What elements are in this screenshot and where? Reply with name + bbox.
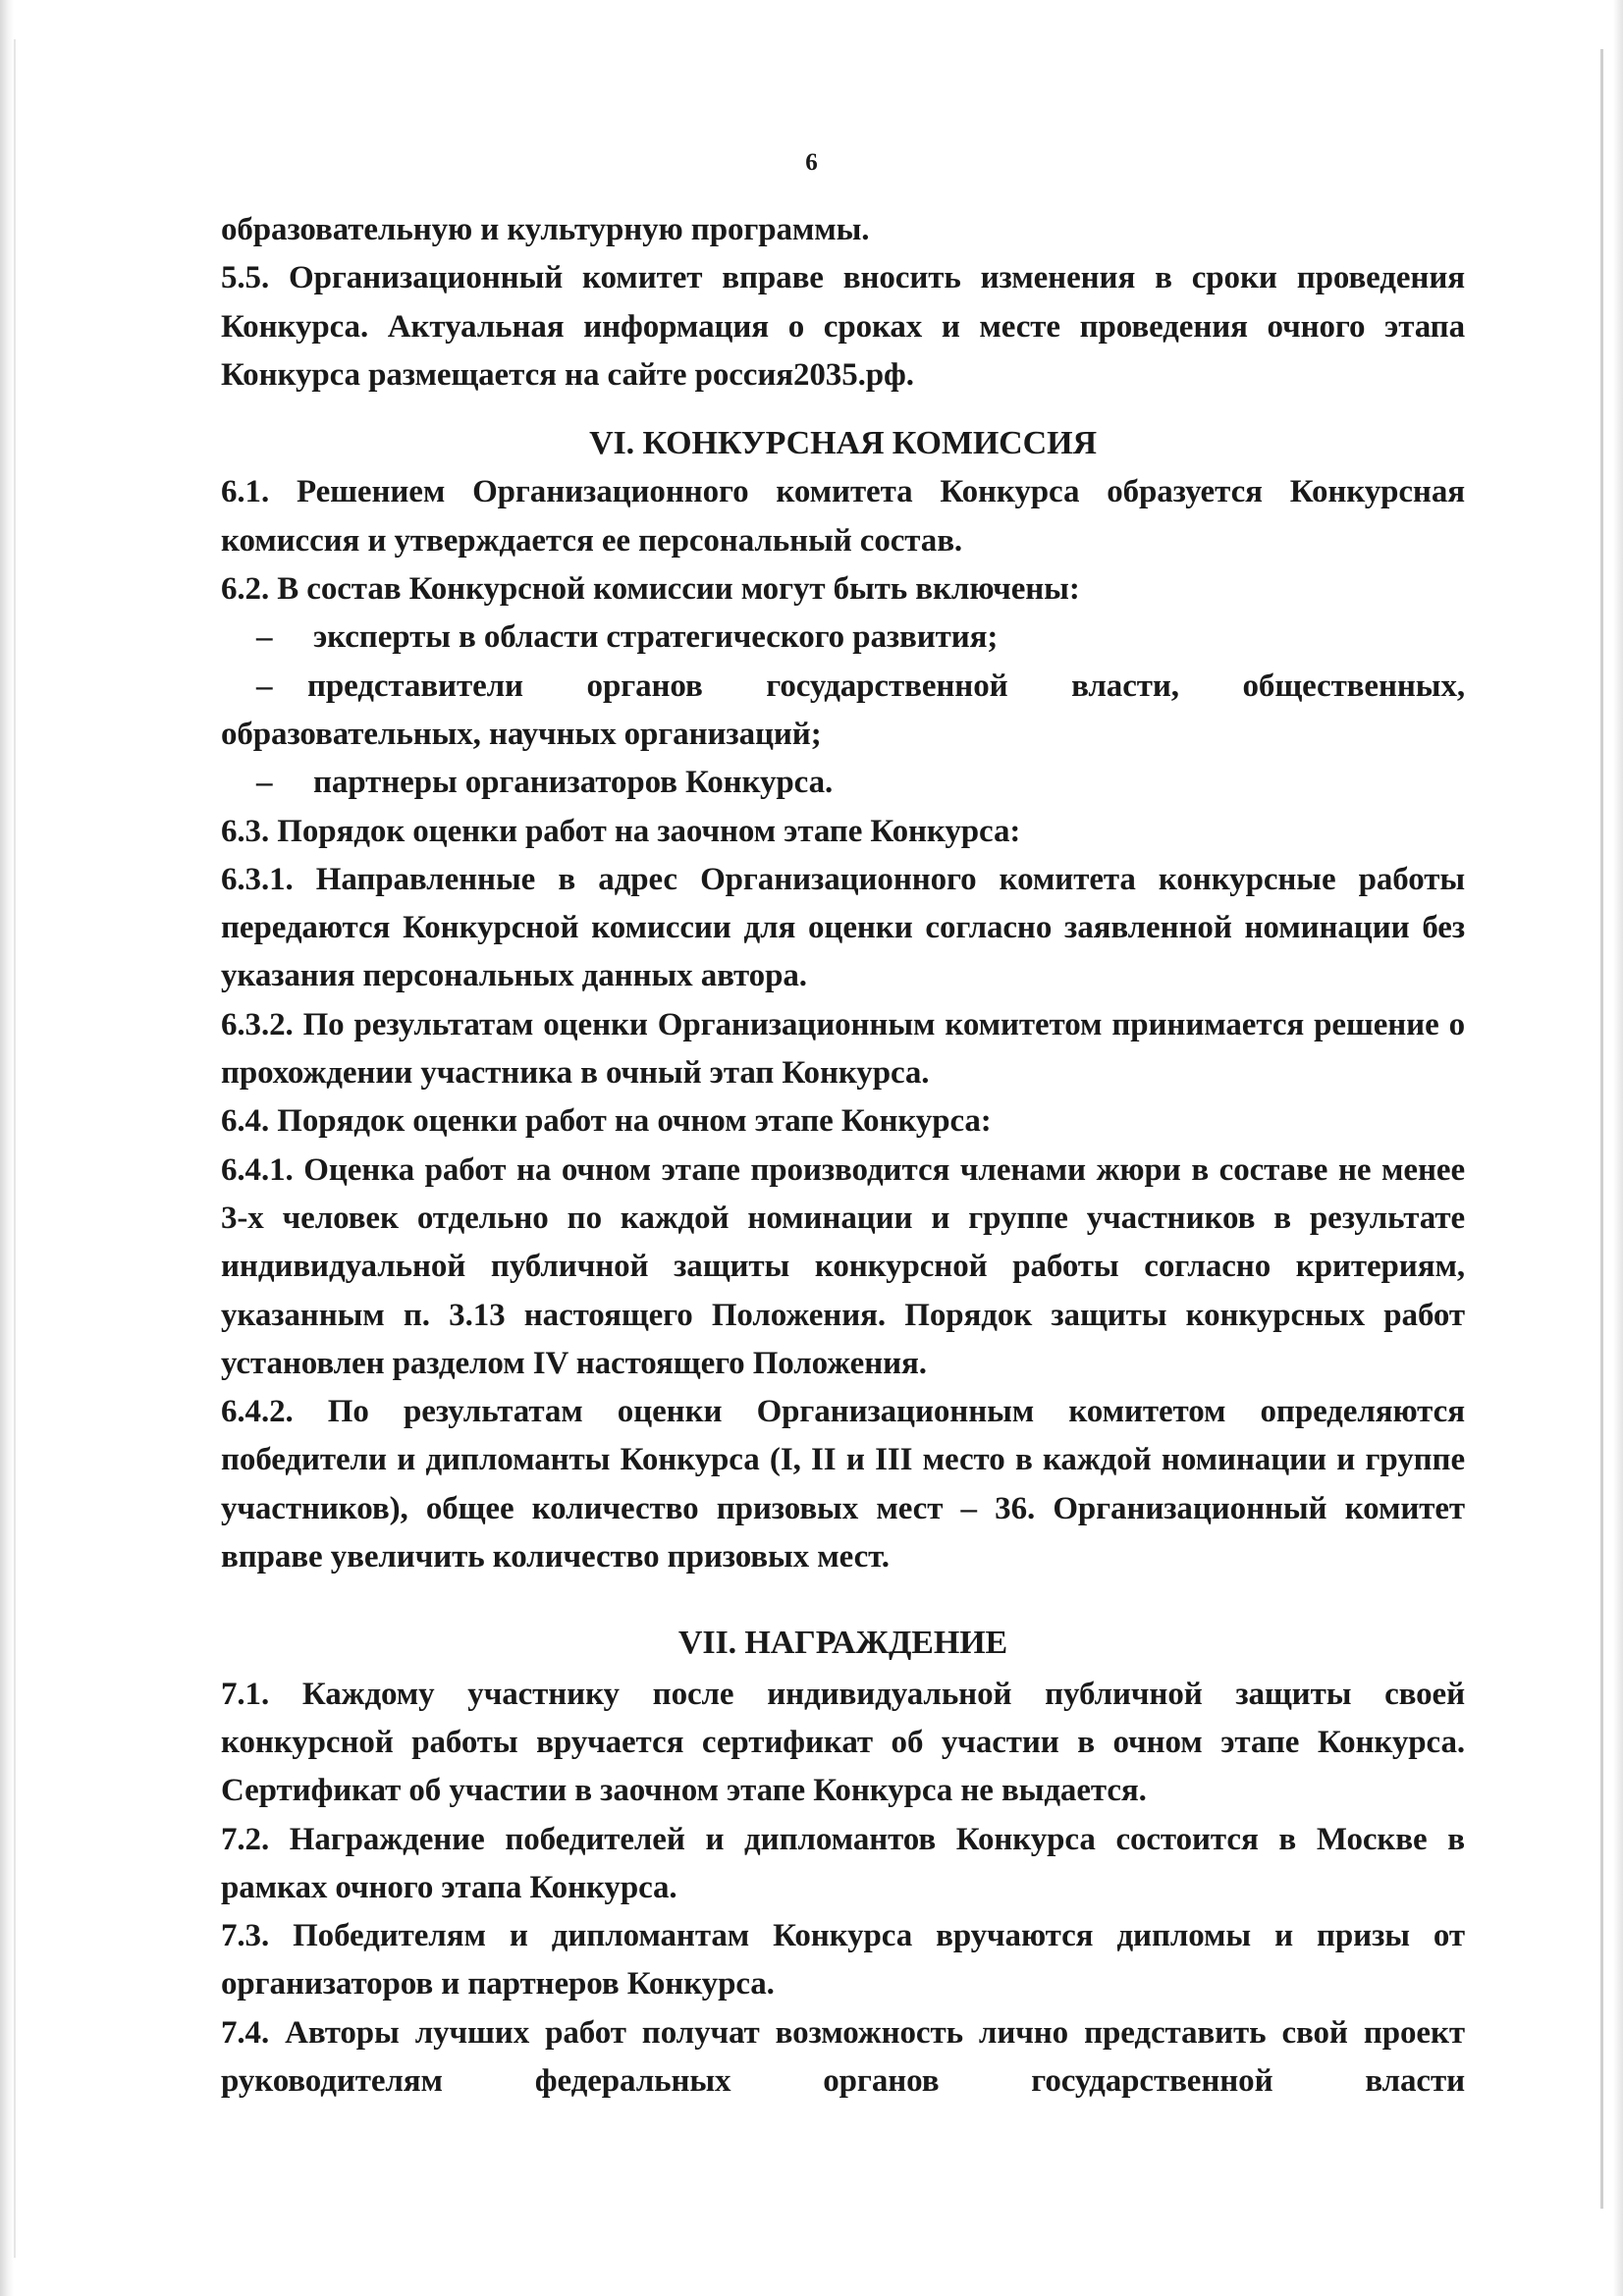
paragraph-6-4-1: 6.4.1. Оценка работ на очном этапе производится членами жюри в составе не менее 3-х человек отдельно по каждой номинации и группе участников в результате индивидуальной публичной защиты конкурсной работы согласно критериям, указанным п. 3.13 настоящего Положения. Порядок защиты конкурсных работ установлен разделом IV настоящего Положения. (221, 1151, 1465, 1381)
paragraph-5-5-end: . (905, 356, 914, 393)
document-body (221, 206, 1465, 2106)
paragraph-6-2: 6.2. В состав Конкурсной комиссии могут быть включены: (221, 571, 1080, 608)
list-item-experts (221, 614, 1465, 662)
paragraph-continued: образовательную и культурную программы. (221, 212, 870, 247)
paragraph-6-3: 6.3. Порядок оценки работ на заочном этапе Конкурса: (221, 813, 1021, 849)
dash-marker: – (256, 619, 273, 656)
list-item-text: эксперты в области стратегического развития; (313, 619, 999, 656)
scan-line-left (14, 39, 16, 2258)
paragraph-6-1: 6.1. Решением Организационного комитета Конкурса образуется Конкурсная комиссия и утверждается ее персональный состав. (221, 474, 1465, 559)
section-6-heading: VI. КОНКУРСНАЯ КОМИССИЯ (589, 425, 1097, 462)
list-item-text: представители органов государственной власти, общественных, образовательных, научных организаций; (221, 667, 1465, 752)
paragraph-6-4-2: 6.4.2. По результатам оценки Организационным комитетом определяются победители и дипломанты Конкурса (I, II и III место в каждой номинации и группе участников), общее количество призовых мест – 36. Организационный комитет вправе увеличить количество призовых мест. (221, 1394, 1465, 1575)
paragraph-5-5-text: 5.5. Организационный комитет вправе вносить изменения в сроки проведения Конкурса. Актуальная информация о сроках и месте проведения очного этапа Конкурса размещается на сайте (221, 260, 1465, 393)
scan-edge-right (1613, 0, 1623, 2296)
website-link[interactable]: россия2035.рф (694, 356, 906, 393)
paragraph-6-3-2: 6.3.2. По результатам оценки Организационным комитетом принимается решение о прохождении участника в очный этап Конкурса. (221, 1006, 1465, 1092)
dash-marker: – (256, 667, 273, 704)
page-number: 6 (805, 149, 818, 176)
paragraph-7-1: 7.1. Каждому участнику после индивидуальной публичной защиты своей конкурсной работы вручается сертификат об участии в очном этапе Конкурса. Сертификат об участии в заочном этапе Конкурса не выдается. (221, 1676, 1465, 1809)
scan-edge-left (0, 0, 14, 2296)
dash-marker: – (256, 765, 273, 801)
section-7-heading: VII. НАГРАЖДЕНИЕ (677, 1625, 1008, 1662)
paragraph-7-4: 7.4. Авторы лучших работ получат возможность лично представить свой проект руководителям федеральных органов государственной власти (221, 2014, 1465, 2099)
paragraph-7-2: 7.2. Награждение победителей и дипломантов Конкурса состоится в Москве в рамках очного этапа Конкурса. (221, 1821, 1465, 1905)
paragraph-6-4: 6.4. Порядок оценки работ на очном этапе Конкурса: (221, 1103, 992, 1140)
list-item-partners (221, 759, 1465, 807)
paragraph-7-3: 7.3. Победителям и дипломантам Конкурса вручаются дипломы и призы от организаторов и партнеров Конкурса. (221, 1918, 1465, 2002)
list-item-representatives (221, 663, 1465, 760)
paragraph-5-5 (221, 254, 1465, 400)
scan-line-right (1600, 49, 1603, 2209)
paragraph-6-3-1: 6.3.1. Направленные в адрес Организационного комитета конкурсные работы передаются Конкурсной комиссии для оценки согласно заявленной номинации без указания персональных данных автора. (221, 861, 1465, 994)
list-item-text: партнеры организаторов Конкурса. (313, 765, 834, 801)
